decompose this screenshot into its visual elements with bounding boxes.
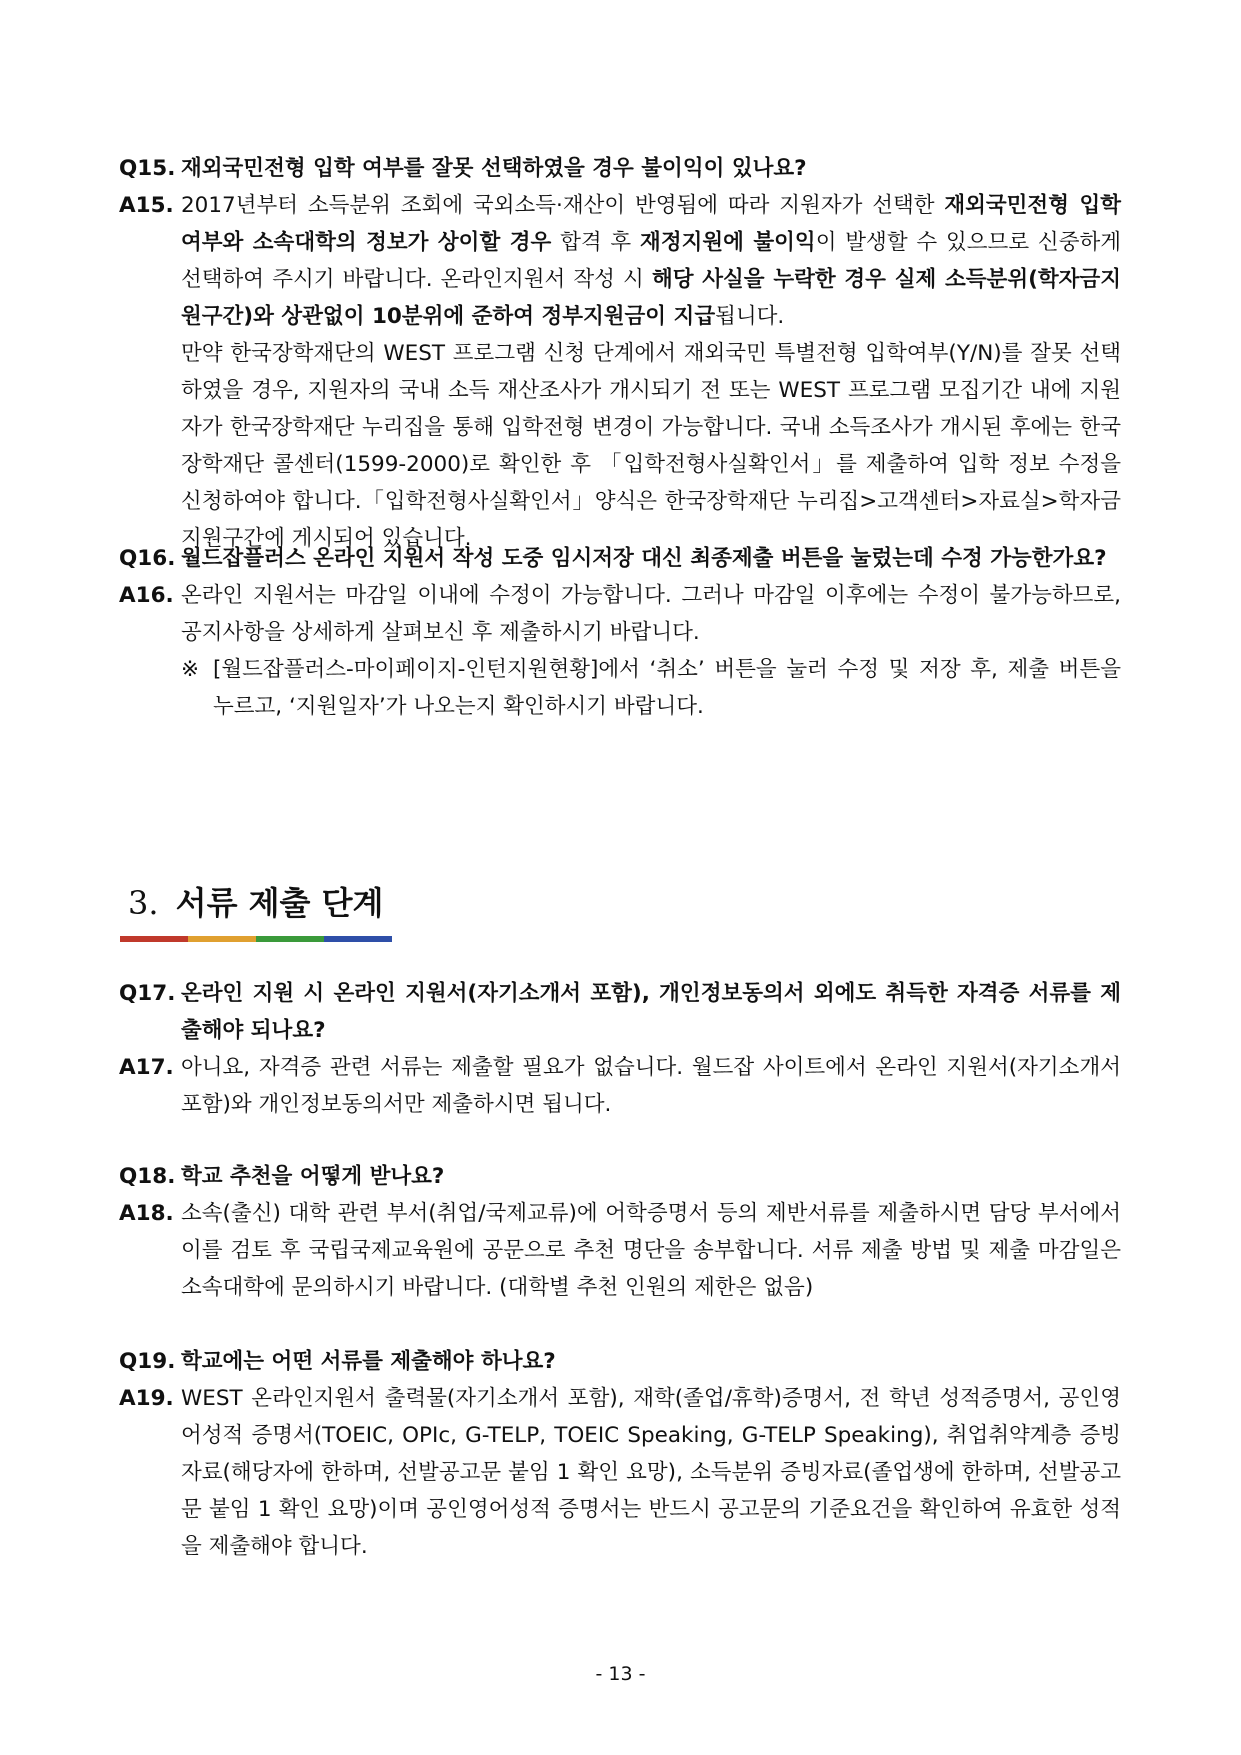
question-label: Q17. <box>119 981 176 1006</box>
question-q19 <box>119 1343 1121 1380</box>
section-title: 서류 제출 단계 <box>175 884 384 922</box>
question-q17 <box>119 975 1121 1049</box>
answer-note <box>181 651 1121 725</box>
question-q16 <box>119 540 1121 577</box>
answer-text-part: 이 발생할 수 있으므로 신중하게 선택하여 주시기 바랍니다. 온라인지원서 작성 시 <box>181 230 1122 292</box>
answer-label: A18. <box>119 1201 174 1226</box>
answer-a15-paragraph-2 <box>119 335 1121 557</box>
question-label: Q16. <box>119 546 176 571</box>
underline-segment-orange <box>188 936 256 942</box>
qa-block-q17 <box>119 975 1121 1123</box>
reference-mark: ※ <box>181 657 200 682</box>
answer-a15 <box>119 187 1121 335</box>
answer-text: WEST 온라인지원서 출력물(자기소개서 포함), 재학(졸업/휴학)증명서, 전 학년 성적증명서, 공인영어성적 증명서(TOEIC, OPIc, G-TELP, TOEIC Speaking, G-TELP Speaking), 취업취약계층 증빙자료(해당자에 한하며, 선발공고문 붙임 1 확인 요망), 소득분위 증빙자료(졸업생에 한하며, 선발공고문 붙임 1 확인 요망)이며 공인영어성적 증명서는 반드시 공고문의 기준요건을 확인하여 유효한 성적을 제출해야 합니다. <box>181 1386 1121 1559</box>
question-q18 <box>119 1158 1121 1195</box>
answer-emphasis: 재외국민전형 입학 여부와 소속대학의 정보가 상이할 경우 <box>181 193 1121 255</box>
section-heading <box>128 878 383 924</box>
underline-segment-red <box>120 936 188 942</box>
qa-block-q18 <box>119 1158 1121 1306</box>
question-label: Q19. <box>119 1349 176 1374</box>
answer-text: 만약 한국장학재단의 WEST 프로그램 신청 단계에서 재외국민 특별전형 입학여부(Y/N)를 잘못 선택하였을 경우, 지원자의 국내 소득 재산조사가 개시되기 전 또는 WEST 프로그램 모집기간 내에 지원자가 한국장학재단 누리집을 통해 입학전형 변경이 가능합니다. 국내 소득조사가 개시된 후에는 한국장학재단 콜센터(1599-2000)로 확인한 후 「입학전형사실확인서」를 제출하여 입학 정보 수정을 신청하여야 합니다.「입학전형사실확인서」양식은 한국장학재단 누리집>고객센터>자료실>학자금 지원구간에 게시되어 있습니다. <box>181 341 1121 551</box>
answer-label: A15. <box>119 193 174 218</box>
question-text: 학교에는 어떤 서류를 제출해야 하나요? <box>181 1349 556 1374</box>
answer-label: A19. <box>119 1386 174 1411</box>
answer-label: A16. <box>119 583 174 608</box>
underline-segment-blue <box>324 936 392 942</box>
question-text: 월드잡플러스 온라인 지원서 작성 도중 임시저장 대신 최종제출 버튼을 눌렀는데 수정 가능한가요? <box>181 546 1107 571</box>
answer-emphasis: 재정지원에 불이익 <box>640 230 816 255</box>
underline-segment-green <box>256 936 324 942</box>
question-label: Q15. <box>119 156 176 181</box>
question-text: 재외국민전형 입학 여부를 잘못 선택하였을 경우 불이익이 있나요? <box>181 156 807 181</box>
answer-text: 온라인 지원서는 마감일 이내에 수정이 가능합니다. 그러나 마감일 이후에는 수정이 불가능하므로, 공지사항을 상세하게 살펴보신 후 제출하시기 바랍니다. <box>181 583 1121 645</box>
answer-a18 <box>119 1195 1121 1306</box>
qa-block-q15 <box>119 150 1121 557</box>
answer-emphasis: 해당 사실을 누락한 경우 실제 소득분위(학자금지원구간)와 상관없이 10분위에 준하여 정부지원금이 지급 <box>181 267 1121 329</box>
qa-block-q16 <box>119 540 1121 725</box>
section-underline <box>120 936 392 942</box>
answer-text: 소속(출신) 대학 관련 부서(취업/국제교류)에 어학증명서 등의 제반서류를 제출하시면 담당 부서에서 이를 검토 후 국립국제교육원에 공문으로 추천 명단을 송부합니다. 서류 제출 방법 및 제출 마감일은 소속대학에 문의하시기 바랍니다. (대학별 추천 인원의 제한은 없음) <box>181 1201 1121 1300</box>
answer-text-part: 합격 후 <box>551 230 641 255</box>
page-number: - 13 - <box>595 1663 646 1685</box>
section-number: 3. <box>128 884 159 922</box>
note-text: [월드잡플러스-마이페이지-인턴지원현황]에서 ‘취소’ 버튼을 눌러 수정 및 저장 후, 제출 버튼을 누르고, ‘지원일자’가 나오는지 확인하시기 바랍니다. <box>213 657 1121 719</box>
answer-a16 <box>119 577 1121 725</box>
answer-text: 아니요, 자격증 관련 서류는 제출할 필요가 없습니다. 월드잡 사이트에서 온라인 지원서(자기소개서 포함)와 개인정보동의서만 제출하시면 됩니다. <box>181 1055 1121 1117</box>
answer-text-part: 됩니다. <box>715 304 785 329</box>
answer-a19 <box>119 1380 1121 1565</box>
qa-block-q19 <box>119 1343 1121 1565</box>
question-q15 <box>119 150 1121 187</box>
answer-text-part: 2017년부터 소득분위 조회에 국외소득·재산이 반영됨에 따라 지원자가 선택한 <box>181 193 945 218</box>
answer-text <box>181 193 1121 329</box>
question-text: 학교 추천을 어떻게 받나요? <box>181 1164 445 1189</box>
question-label: Q18. <box>119 1164 176 1189</box>
question-text: 온라인 지원 시 온라인 지원서(자기소개서 포함), 개인정보동의서 외에도 취득한 자격증 서류를 제출해야 되나요? <box>181 981 1121 1043</box>
answer-label: A17. <box>119 1055 174 1080</box>
answer-a17 <box>119 1049 1121 1123</box>
